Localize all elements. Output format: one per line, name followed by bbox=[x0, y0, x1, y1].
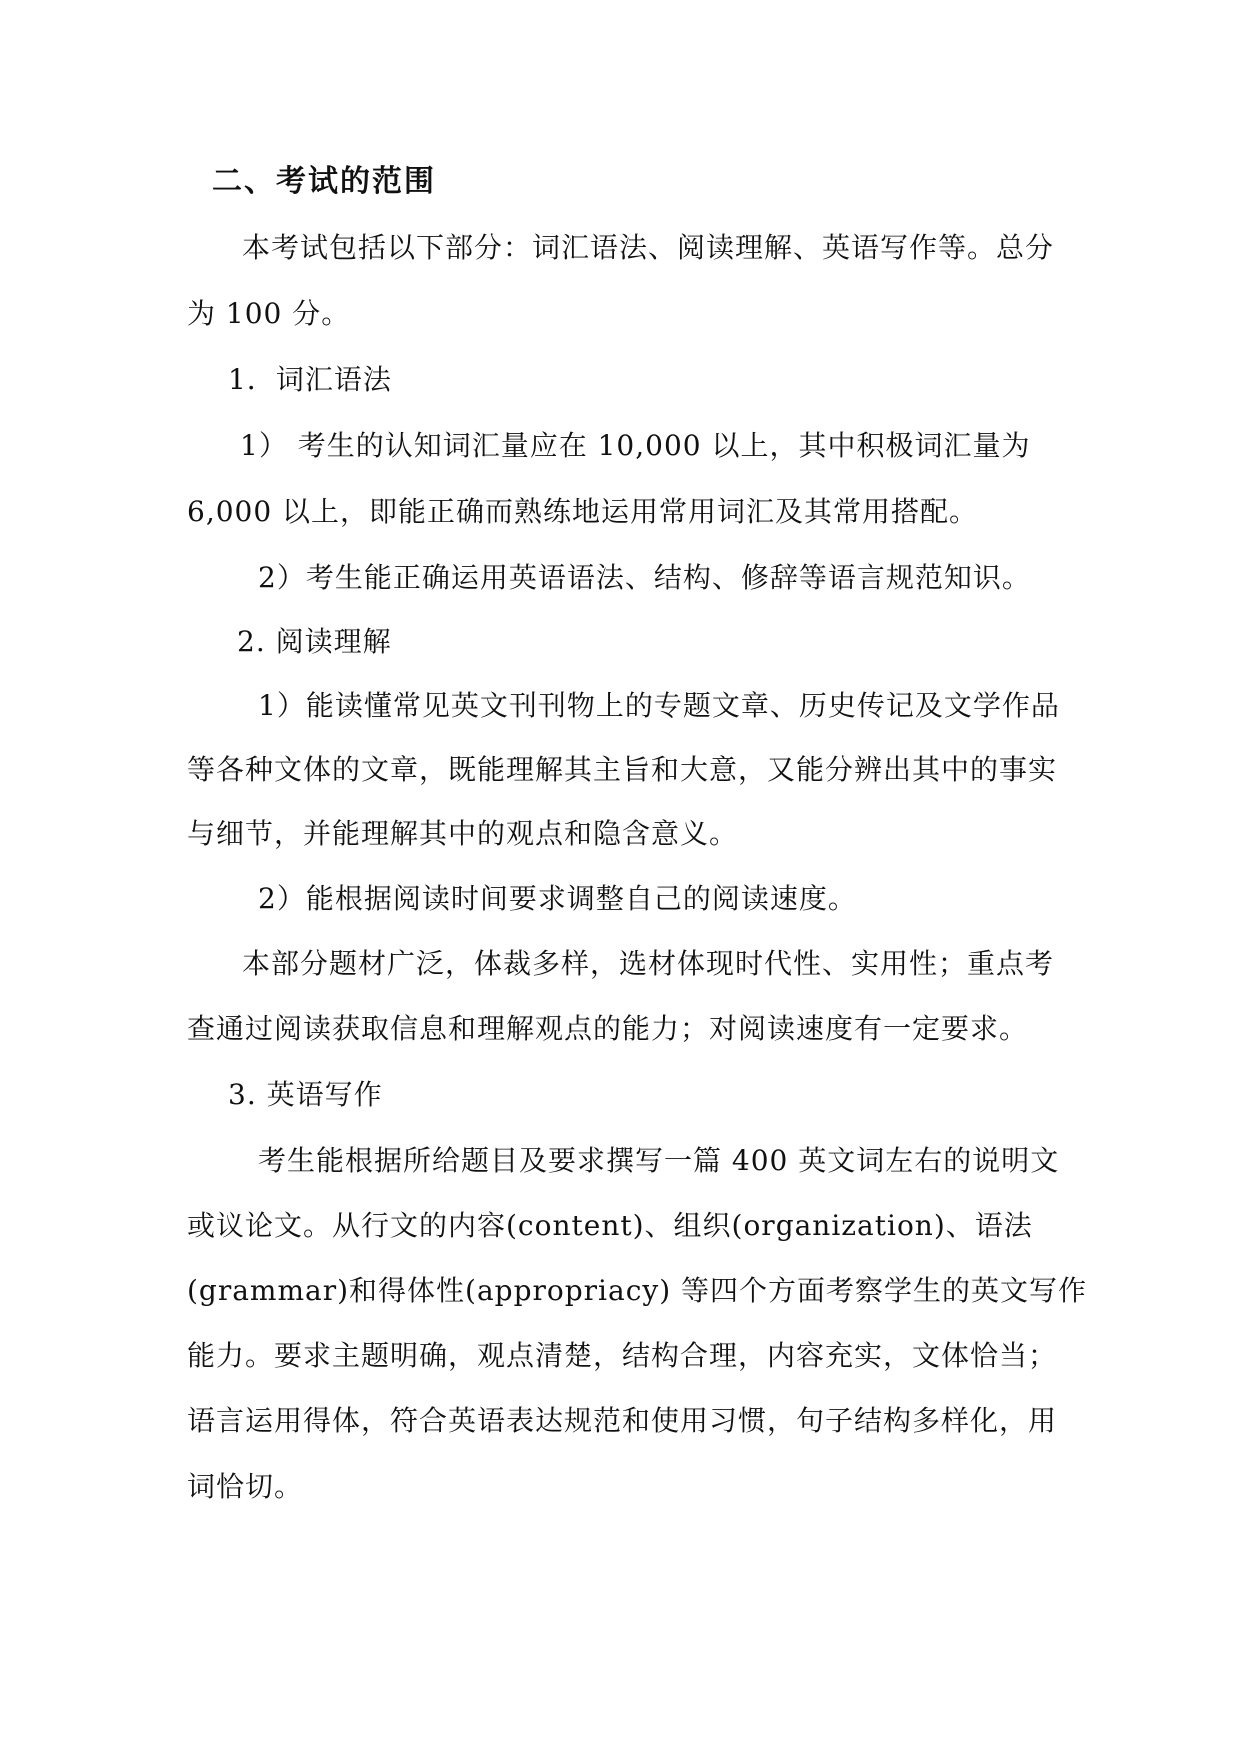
writing-paragraph-line-2: 或议论文。从行文的内容(content)、组织(organization)、语法 bbox=[187, 1209, 1033, 1242]
vocabulary-item-1-line-1: 1） 考生的认知词汇量应在 10,000 以上，其中积极词汇量为 bbox=[240, 429, 1031, 462]
reading-summary-line-2: 查通过阅读获取信息和理解观点的能力；对阅读速度有一定要求。 bbox=[187, 1012, 1029, 1045]
reading-item-1-line-1: 1）能读懂常见英文刊刊物上的专题文章、历史传记及文学作品 bbox=[258, 689, 1060, 722]
reading-item-1-line-2: 等各种文体的文章，既能理解其主旨和大意，又能分辨出其中的事实 bbox=[187, 753, 1058, 786]
writing-paragraph-line-3: (grammar)和得体性(appropriacy) 等四个方面考察学生的英文写作 bbox=[187, 1274, 1088, 1307]
intro-line-2: 为 100 分。 bbox=[187, 297, 351, 330]
vocabulary-item-1-line-2: 6,000 以上，即能正确而熟练地运用常用词汇及其常用搭配。 bbox=[187, 495, 979, 528]
writing-paragraph-line-4: 能力。要求主题明确，观点清楚，结构合理，内容充实，文体恰当； bbox=[187, 1339, 1058, 1372]
subsection-vocabulary-grammar-title: 1．词汇语法 bbox=[228, 363, 392, 396]
writing-paragraph-line-5: 语言运用得体，符合英语表达规范和使用习惯，句子结构多样化，用 bbox=[187, 1404, 1058, 1437]
section-title: 二、考试的范围 bbox=[212, 164, 436, 199]
writing-paragraph-line-1: 考生能根据所给题目及要求撰写一篇 400 英文词左右的说明文 bbox=[258, 1144, 1060, 1177]
reading-item-1-line-3: 与细节，并能理解其中的观点和隐含意义。 bbox=[187, 817, 739, 850]
subsection-writing-title: 3. 英语写作 bbox=[228, 1078, 383, 1111]
vocabulary-item-2: 2）考生能正确运用英语语法、结构、修辞等语言规范知识。 bbox=[258, 561, 1031, 594]
reading-item-2: 2）能根据阅读时间要求调整自己的阅读速度。 bbox=[258, 882, 857, 915]
intro-line-1: 本考试包括以下部分：词汇语法、阅读理解、英语写作等。总分 bbox=[242, 231, 1055, 264]
reading-summary-line-1: 本部分题材广泛，体裁多样，选材体现时代性、实用性；重点考 bbox=[242, 947, 1055, 980]
writing-paragraph-line-6: 词恰切。 bbox=[187, 1470, 304, 1503]
subsection-reading-title: 2. 阅读理解 bbox=[237, 625, 392, 658]
